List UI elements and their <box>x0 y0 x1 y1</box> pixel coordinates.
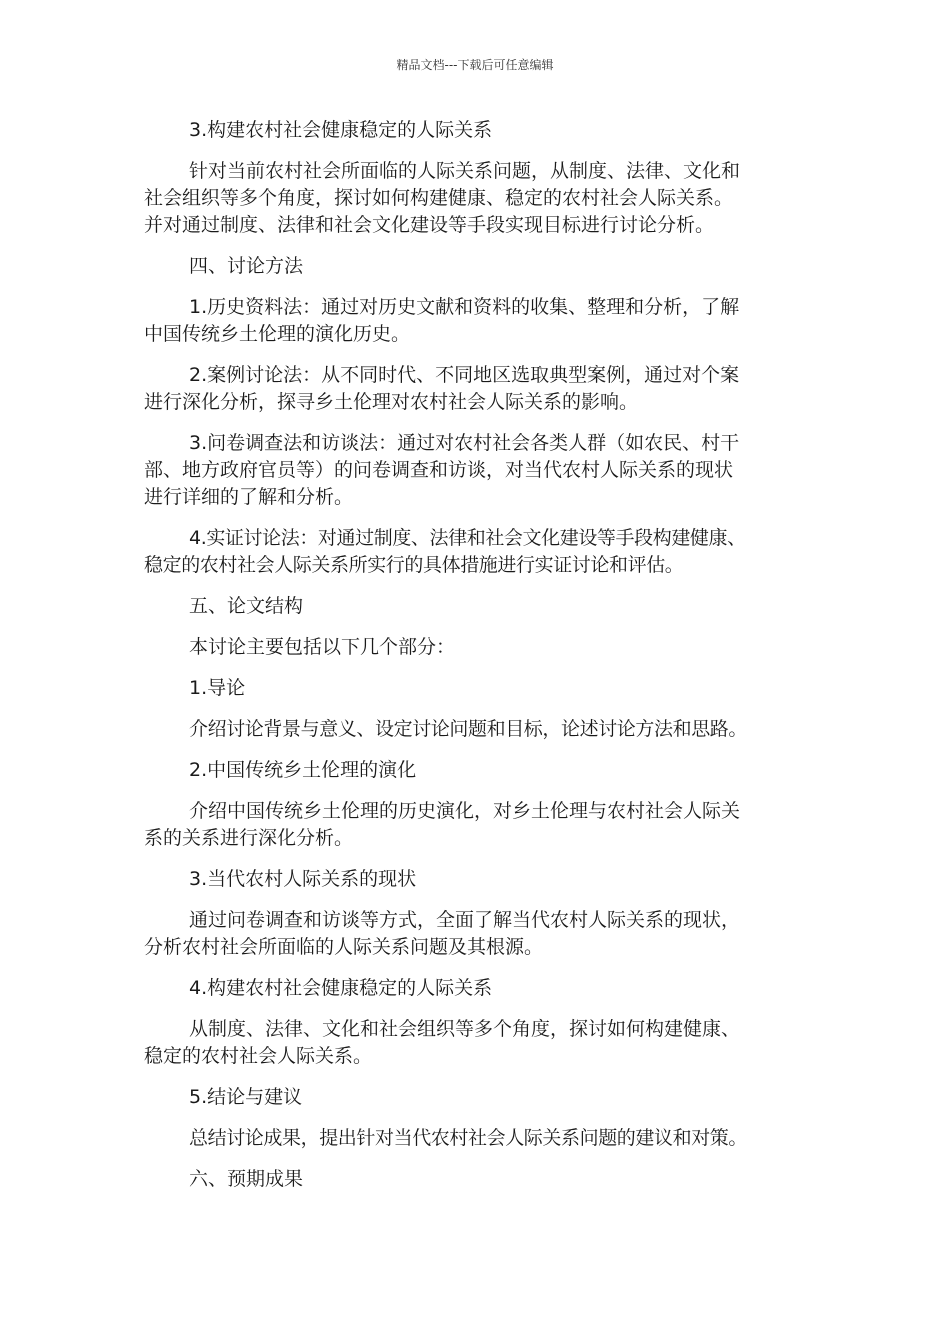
body-paragraph <box>144 525 808 579</box>
body-paragraph <box>144 1016 808 1070</box>
text-line: 3.问卷调查法和访谈法：通过对农村社会各类人群（如农民、村干 <box>189 432 740 454</box>
text-line: 五、论文结构 <box>189 595 304 617</box>
body-paragraph <box>144 634 808 661</box>
body-paragraph <box>144 362 808 416</box>
document-body <box>144 117 808 1193</box>
text-line: 3.构建农村社会健康稳定的人际关系 <box>189 119 493 141</box>
body-paragraph <box>144 907 808 961</box>
subsection-heading <box>144 975 808 1002</box>
text-line: 六、预期成果 <box>189 1168 304 1190</box>
text-line: 针对当前农村社会所面临的人际关系问题，从制度、法律、文化和 <box>189 160 741 182</box>
section-heading <box>144 593 808 620</box>
text-line: 总结讨论成果，提出针对当代农村社会人际关系问题的建议和对策。 <box>189 1127 748 1149</box>
body-paragraph <box>144 158 808 239</box>
text-line: 社会组织等多个角度，探讨如何构建健康、稳定的农村社会人际关系。 <box>144 187 734 209</box>
text-line: 稳定的农村社会人际关系所实行的具体措施进行实证讨论和评估。 <box>144 554 684 576</box>
text-line: 中国传统乡土伦理的演化历史。 <box>144 323 411 345</box>
text-line: 系的关系进行深化分析。 <box>144 827 354 849</box>
body-paragraph <box>144 1125 808 1152</box>
text-line: 四、讨论方法 <box>189 255 304 277</box>
text-line: 从制度、法律、文化和社会组织等多个角度，探讨如何构建健康、 <box>189 1018 741 1040</box>
text-line: 3.当代农村人际关系的现状 <box>189 868 417 890</box>
subsection-heading <box>144 866 808 893</box>
text-line: 部、地方政府官员等）的问卷调查和访谈，对当代农村人际关系的现状 <box>144 459 734 481</box>
subsection-heading <box>144 757 808 784</box>
text-line: 2.中国传统乡土伦理的演化 <box>189 759 417 781</box>
subsection-heading <box>144 1084 808 1111</box>
body-paragraph <box>144 294 808 348</box>
text-line: 4.构建农村社会健康稳定的人际关系 <box>189 977 493 999</box>
subsection-heading <box>144 675 808 702</box>
text-line: 进行详细的了解和分析。 <box>144 486 354 508</box>
section-heading <box>144 253 808 280</box>
text-line: 1.历史资料法：通过对历史文献和资料的收集、整理和分析，了解 <box>189 296 740 318</box>
text-line: 本讨论主要包括以下几个部分： <box>189 636 456 658</box>
body-paragraph <box>144 430 808 511</box>
text-line: 介绍中国传统乡土伦理的历史演化，对乡土伦理与农村社会人际关 <box>189 800 741 822</box>
section-heading <box>144 117 808 144</box>
text-line: 1.导论 <box>189 677 246 699</box>
text-line: 2.案例讨论法：从不同时代、不同地区选取典型案例，通过对个案 <box>189 364 740 386</box>
text-line: 4.实证讨论法：对通过制度、法律和社会文化建设等手段构建健康、 <box>189 527 746 549</box>
text-line: 稳定的农村社会人际关系。 <box>144 1045 373 1067</box>
text-line: 分析农村社会所面临的人际关系问题及其根源。 <box>144 936 544 958</box>
text-line: 5.结论与建议 <box>189 1086 303 1108</box>
text-line: 并对通过制度、法律和社会文化建设等手段实现目标进行讨论分析。 <box>144 214 715 236</box>
section-heading <box>144 1166 808 1193</box>
text-line: 进行深化分析，探寻乡土伦理对农村社会人际关系的影响。 <box>144 391 639 413</box>
text-line: 介绍讨论背景与意义、设定讨论问题和目标，论述讨论方法和思路。 <box>189 718 748 740</box>
body-paragraph <box>144 798 808 852</box>
body-paragraph <box>144 716 808 743</box>
page-header-note: 精品文档---下载后可任意编辑 <box>396 58 554 72</box>
text-line: 通过问卷调查和访谈等方式，全面了解当代农村人际关系的现状， <box>189 909 741 931</box>
